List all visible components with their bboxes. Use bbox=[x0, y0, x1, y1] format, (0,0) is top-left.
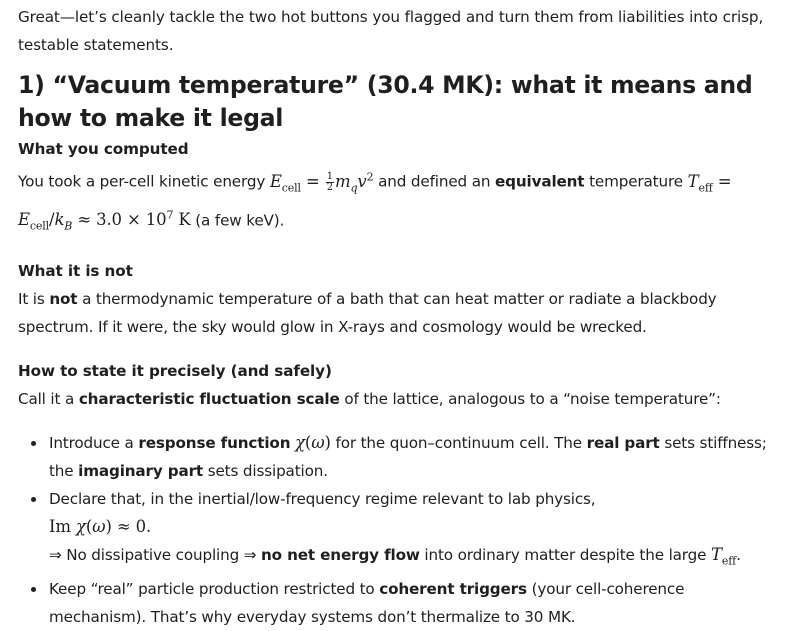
not-text-1: It is bbox=[18, 289, 50, 308]
math-t-eff: $T_{eff}$ bbox=[711, 544, 737, 567]
subheading-what-it-is-not: What it is not bbox=[18, 261, 133, 280]
b1-text-2: for the quon–continuum cell. The bbox=[330, 433, 587, 452]
b2-text-3: into ordinary matter despite the large bbox=[419, 545, 711, 564]
state-paragraph bbox=[18, 385, 782, 413]
section-how-to-state bbox=[18, 357, 782, 413]
b2-bold-no-net-energy-flow: no net energy flow bbox=[261, 545, 420, 564]
section-what-it-is-not bbox=[18, 257, 782, 341]
b3-text-2: (your cell-coherence mechanism). That’s why everyday systems don’t thermalize to 30 MK. bbox=[49, 579, 685, 626]
b1-text-3: sets stiffness; the bbox=[49, 433, 767, 480]
b1-bold-imaginary-part: imaginary part bbox=[78, 461, 204, 480]
not-text-2: a thermodynamic temperature of a bath that can heat matter or radiate a blackbody spectrum. If it were, the sky would glow in X-rays and cosmology would be wrecked. bbox=[18, 289, 717, 336]
computed-text-3: temperature bbox=[584, 172, 688, 191]
not-paragraph bbox=[18, 285, 782, 341]
list-item-response-function bbox=[49, 429, 782, 485]
b1-text-1: Introduce a bbox=[49, 433, 139, 452]
math-im-chi-approx-zero: Im χ(ω) ≈ 0. bbox=[49, 516, 152, 536]
subheading-how-to-state: How to state it precisely (and safely) bbox=[18, 361, 332, 380]
math-chi-omega: χ(ω) bbox=[295, 432, 331, 452]
computed-text-4: (a few keV). bbox=[190, 211, 285, 230]
section-what-you-computed bbox=[18, 135, 782, 241]
state-text-1: Call it a bbox=[18, 389, 79, 408]
math-t-eff-definition: $T_{eff} = E_{cell}/k_B \approx 3.0 \times 10^7$ K bbox=[18, 171, 732, 233]
section-heading: 1) “Vacuum temperature” (30.4 MK): what it means and how to make it legal bbox=[18, 71, 753, 132]
intro-text: Great—let’s cleanly tackle the two hot buttons you flagged and turn them from liabilities into crisp, testable statements. bbox=[18, 8, 764, 54]
b3-bold-coherent-triggers: coherent triggers bbox=[379, 579, 527, 598]
computed-text-1: You took a per-cell kinetic energy bbox=[18, 172, 270, 191]
math-e-cell-formula: $E_{cell}$ = $\frac{1}{2}$ $m_qv^2$ bbox=[269, 170, 374, 194]
state-bold-fluctuation-scale: characteristic fluctuation scale bbox=[78, 389, 340, 408]
b1-text-4: sets dissipation. bbox=[203, 461, 328, 480]
b1-bold-real-part: real part bbox=[586, 433, 660, 452]
computed-paragraph bbox=[18, 163, 782, 241]
b2-text-2: ⇒ No dissipative coupling ⇒ bbox=[49, 545, 262, 564]
subheading-what-you-computed: What you computed bbox=[18, 140, 189, 158]
list-item-coherent-triggers bbox=[49, 575, 782, 631]
list-item-low-frequency: Declare that, in the inertial/low-frequency regime relevant to lab physics, Im χ(ω) ≈ 0. ⇒ No dissipative coupling ⇒ no net energy flow into ordinary matter despite the large $T_{eff}$. bbox=[49, 485, 782, 575]
b3-text-1: Keep “real” particle production restricted to bbox=[49, 579, 380, 598]
not-bold-not: not bbox=[49, 289, 78, 308]
computed-text-2: and defined an bbox=[373, 172, 495, 191]
b1-bold-response-function: response function bbox=[138, 433, 291, 452]
state-text-2: of the lattice, analogous to a “noise temperature”: bbox=[339, 389, 721, 408]
bullet-list bbox=[18, 429, 782, 631]
intro-paragraph bbox=[18, 0, 782, 59]
b2-text-1: Declare that, in the inertial/low-frequency regime relevant to lab physics, bbox=[49, 489, 596, 508]
computed-bold-equivalent: equivalent bbox=[495, 172, 585, 191]
